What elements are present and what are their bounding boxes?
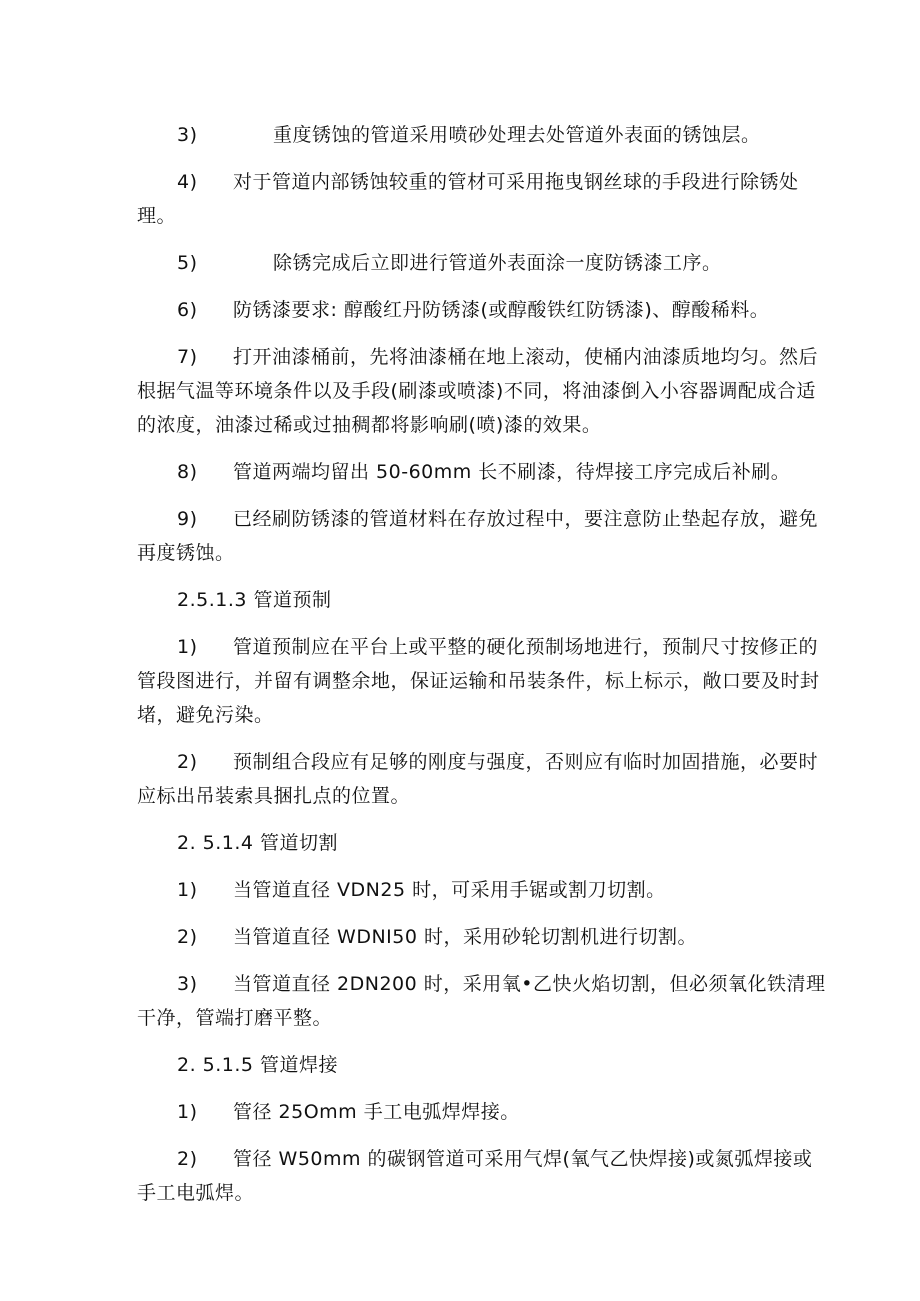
cutting-item-3	[137, 967, 827, 1035]
item-text: 防锈漆要求: 醇酸红丹防锈漆(或醇酸铁红防锈漆)、醇酸稀料。	[233, 299, 770, 321]
item-number: 3)	[177, 124, 198, 146]
item-number: 4)	[177, 171, 198, 193]
item-text: 管道预制应在平台上或平整的硬化预制场地进行，预制尺寸按修正的管段图进行，并留有调整余地，保证运输和吊装条件，标上标示，敞口要及时封堵，避免污染。	[137, 636, 820, 726]
item-text: 当管道直径 WDNI50 时，采用砂轮切割机进行切割。	[233, 926, 697, 948]
cutting-item-2	[137, 920, 827, 954]
document-body	[137, 118, 827, 1223]
item-text: 管径 25Omm 手工电弧焊焊接。	[233, 1101, 520, 1123]
item-number: 9)	[177, 508, 198, 530]
welding-item-1	[137, 1095, 827, 1129]
item-text: 打开油漆桶前，先将油漆桶在地上滚动，使桶内油漆质地均匀。然后根据气温等环境条件以及手段(刷漆或喷漆)不同，将油漆倒入小容器调配成合适的浓度，油漆过稀或过抽稠都将影响刷(喷)漆的效果。	[137, 346, 819, 436]
item-number: 2)	[177, 751, 198, 773]
section-heading-pipe-cutting: 2. 5.1.4 管道切割	[177, 832, 339, 854]
item-text: 预制组合段应有足够的刚度与强度，否则应有临时加固措施，必要时应标出吊装索具捆扎点的位置。	[137, 751, 819, 807]
item-number: 1)	[177, 636, 198, 658]
paragraph-5	[137, 246, 827, 280]
item-number: 1)	[177, 879, 198, 901]
paragraph-9	[137, 502, 827, 570]
welding-item-2	[137, 1142, 827, 1210]
prefab-item-1	[137, 630, 827, 732]
cutting-item-1	[137, 873, 827, 907]
section-heading-pipe-welding: 2. 5.1.5 管道焊接	[177, 1054, 339, 1076]
item-number: 2)	[177, 926, 198, 948]
item-number: 2)	[177, 1148, 198, 1170]
item-number: 5)	[177, 252, 198, 274]
prefab-item-2	[137, 745, 827, 813]
item-text: 除锈完成后立即进行管道外表面涂一度防锈漆工序。	[273, 252, 722, 274]
item-number: 8)	[177, 461, 198, 483]
item-text: 对于管道内部锈蚀较重的管材可采用拖曳钢丝球的手段进行除锈处理。	[137, 171, 799, 227]
item-text: 当管道直径 2DN200 时，采用氧•乙快火焰切割，但必须氧化铁清理干净，管端打磨平整。	[137, 973, 826, 1029]
paragraph-6	[137, 293, 827, 327]
paragraph-7	[137, 340, 827, 442]
paragraph-4	[137, 165, 827, 233]
item-number: 6)	[177, 299, 198, 321]
item-text: 已经刷防锈漆的管道材料在存放过程中，要注意防止垫起存放，避免再度锈蚀。	[137, 508, 819, 564]
item-text: 当管道直径 VDN25 时，可采用手锯或割刀切割。	[233, 879, 666, 901]
item-text: 管径 W50mm 的碳钢管道可采用气焊(氧气乙快焊接)或氮弧焊接或手工电弧焊。	[137, 1148, 813, 1204]
section-heading-pipe-prefabrication: 2.5.1.3 管道预制	[177, 589, 332, 611]
item-text: 管道两端均留出 50-60mm 长不刷漆，待焊接工序完成后补刷。	[233, 461, 791, 483]
item-number: 3)	[177, 973, 198, 995]
paragraph-3	[137, 118, 827, 152]
item-number: 1)	[177, 1101, 198, 1123]
item-text: 重度锈蚀的管道采用喷砂处理去处管道外表面的锈蚀层。	[273, 124, 761, 146]
paragraph-8	[137, 455, 827, 489]
item-number: 7)	[177, 346, 198, 368]
